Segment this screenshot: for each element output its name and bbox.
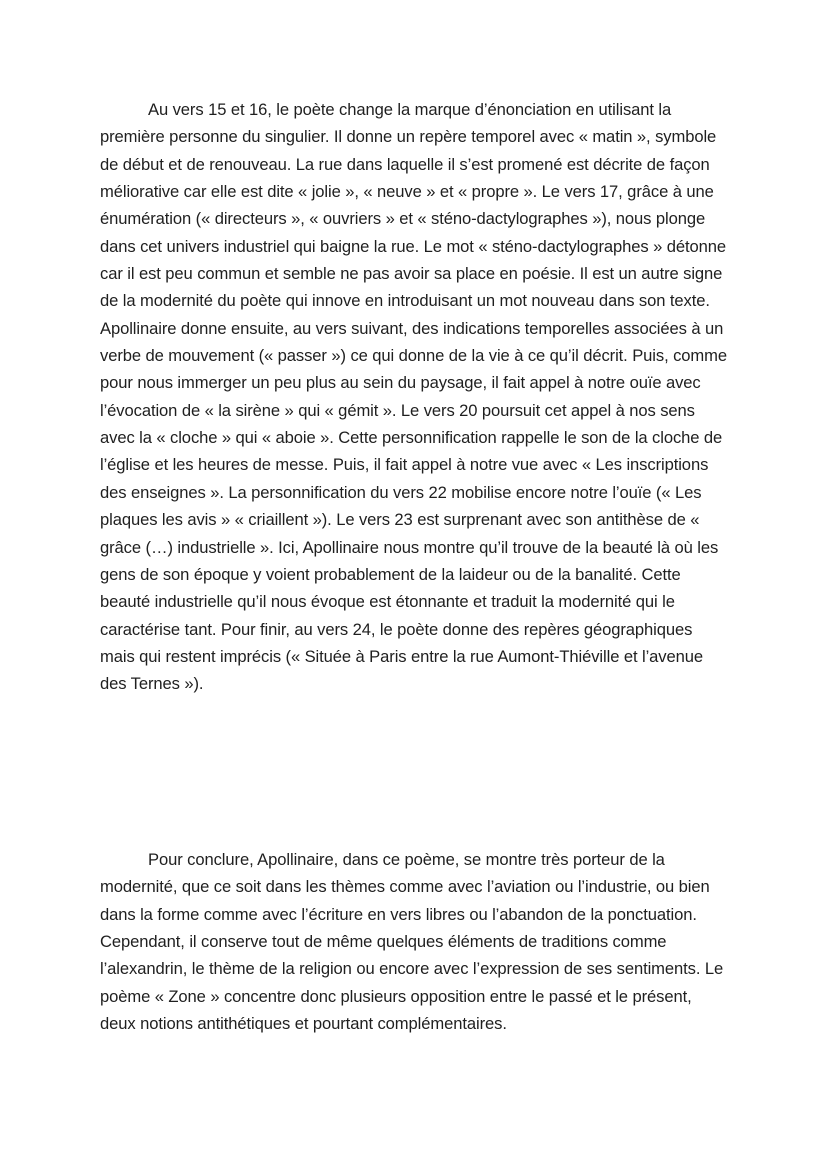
paragraph-conclusion: Pour conclure, Apollinaire, dans ce poème, se montre très porteur de la modernité, que ce soit dans les thèmes comme avec l’aviation ou l’industrie, ou bien dans la forme comme avec l’écriture en vers libres ou l’abandon de la ponctuation. Cependant, il conserve tout de même quelques éléments de traditions comme l’alexandrin, le thème de la religion ou encore avec l’expression de ses sentiments. Le poème « Zone » concentre donc plusieurs opposition entre le passé et le présent, deux notions antithétiques et pourtant complémentaires. <box>100 850 724 1034</box>
paragraph-analysis: Au vers 15 et 16, le poète change la marque d’énonciation en utilisant la première personne du singulier. Il donne un repère temporel avec « matin », symbole de début et de renouveau. La rue dans laquelle il s’est promené est décrite de façon méliorative car elle est dite « jolie », « neuve » et « propre ». Le vers 17, grâce à une énumération (« directeurs », « ouvriers » et « sténo-dactylographes »), nous plonge dans cet univers industriel qui baigne la rue. Le mot « sténo-dactylographes » détonne car il est peu commun et semble ne pas avoir sa place en poésie. Il est un autre signe de la modernité du poète qui innove en introduisant un mot nouveau dans son texte. Apollinaire donne ensuite, au vers suivant, des indications temporelles associées à un verbe de mouvement (« passer ») ce qui donne de la vie à ce qu’il décrit. Puis, comme pour nous immerger un peu plus au sein du paysage, il fait appel à notre ouïe avec l’évocation de « la sirène » qui « gémit ». Le vers 20 poursuit cet appel à nos sens avec la « cloche » qui « aboie ». Cette personnification rappelle le son de la cloche de l’église et les heures de messe. Puis, il fait appel à notre vue avec « Les inscriptions des enseignes ». La personnification du vers 22 mobilise encore notre l’ouïe (« Les plaques les avis » « criaillent »). Le vers 23 est surprenant avec son antithèse de « grâce (…) industrielle ». Ici, Apollinaire nous montre qu’il trouve de la beauté là où les gens de son époque y voient probablement de la laideur ou de la banalité. Cette beauté industrielle qu’il nous évoque est étonnante et traduit la modernité qui le caractérise tant. Pour finir, au vers 24, le poète donne des repères géographiques mais qui restent imprécis (« Située à Paris entre la rue Aumont-Thiéville et l’avenue des Ternes »). <box>100 100 727 694</box>
